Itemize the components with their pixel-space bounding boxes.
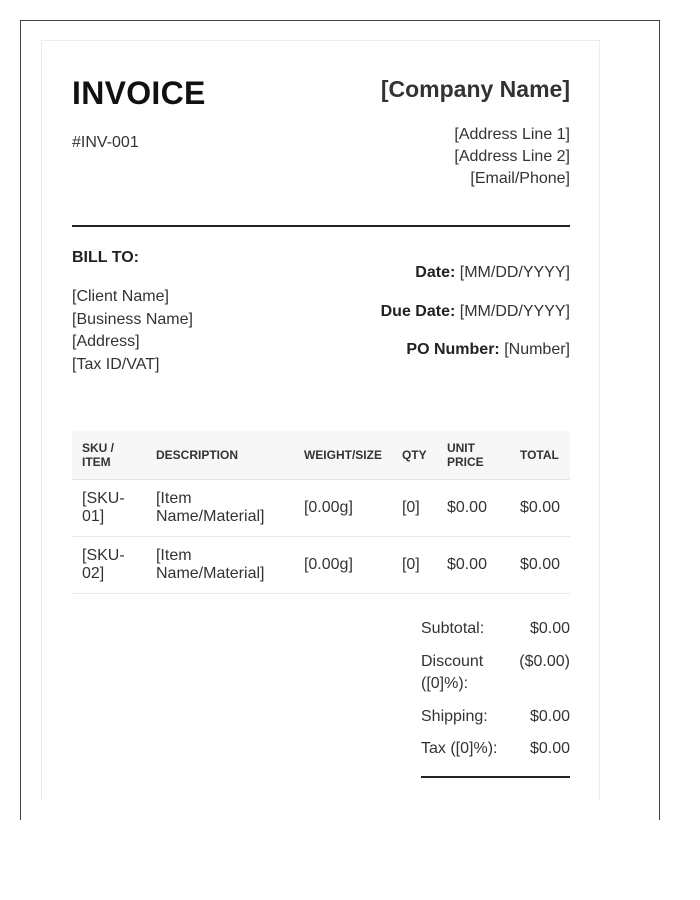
po-number-label: PO Number: bbox=[406, 341, 500, 358]
cell-weight: [0.00g] bbox=[294, 480, 392, 537]
shipping-label: Shipping: bbox=[421, 707, 488, 725]
line-items-table bbox=[72, 431, 570, 594]
cell-sku: [SKU- 02] bbox=[72, 537, 146, 594]
invoice-meta bbox=[381, 264, 570, 380]
cell-total: $0.00 bbox=[510, 537, 570, 594]
cell-description: [Item Name/Material] bbox=[146, 537, 294, 594]
invoice-sheet bbox=[41, 40, 600, 800]
po-number-row bbox=[381, 341, 570, 380]
tax-row bbox=[421, 738, 570, 761]
subtotal-value: $0.00 bbox=[529, 620, 570, 637]
date-row bbox=[381, 264, 570, 303]
shipping-row bbox=[421, 706, 570, 729]
header-sku: SKU / ITEM bbox=[72, 431, 146, 480]
due-date-row bbox=[381, 303, 570, 342]
tax-value: $0.00 bbox=[529, 740, 570, 757]
client-address: [Address] bbox=[72, 333, 140, 350]
invoice-title: INVOICE bbox=[72, 75, 206, 111]
client-name: [Client Name] bbox=[72, 288, 169, 305]
cell-sku: [SKU- 01] bbox=[72, 480, 146, 537]
cell-qty: [0] bbox=[392, 480, 437, 537]
header-unit-price: UNIT PRICE bbox=[437, 431, 510, 480]
invoice-number: #INV-001 bbox=[72, 134, 139, 151]
header-divider bbox=[72, 225, 570, 227]
table-row bbox=[72, 480, 570, 537]
shipping-value: $0.00 bbox=[529, 707, 570, 725]
po-number-value: [Number] bbox=[504, 341, 570, 358]
header-total: TOTAL bbox=[510, 431, 570, 480]
company-address bbox=[454, 124, 570, 190]
cell-description: [Item Name/Material] bbox=[146, 480, 294, 537]
company-name: [Company Name] bbox=[380, 76, 570, 102]
cell-unit-price: $0.00 bbox=[437, 537, 510, 594]
header-description: DESCRIPTION bbox=[146, 431, 294, 480]
bill-to-details bbox=[72, 286, 193, 376]
subtotal-label: Subtotal: bbox=[421, 620, 485, 637]
due-date-value: [MM/DD/YYYY] bbox=[459, 302, 570, 320]
totals-divider bbox=[421, 776, 570, 778]
address-line-2: [Address Line 2] bbox=[454, 148, 570, 165]
discount-value: ($0.00) bbox=[519, 652, 570, 670]
due-date-label: Due Date: bbox=[380, 302, 456, 320]
table-header-row bbox=[72, 431, 570, 480]
cell-qty: [0] bbox=[392, 537, 437, 594]
email-phone: [Email/Phone] bbox=[470, 170, 570, 187]
subtotal-row bbox=[421, 618, 570, 641]
bill-to-label: BILL TO: bbox=[72, 249, 139, 266]
header-qty: QTY bbox=[392, 431, 437, 480]
address-line-1: [Address Line 1] bbox=[454, 126, 570, 143]
discount-row bbox=[421, 651, 570, 696]
header-weight: WEIGHT/SIZE bbox=[294, 431, 392, 480]
cell-unit-price: $0.00 bbox=[437, 480, 510, 537]
table-row bbox=[72, 537, 570, 594]
cell-total: $0.00 bbox=[510, 480, 570, 537]
tax-label: Tax ([0]%): bbox=[421, 740, 498, 757]
discount-label: Discount ([0]%): bbox=[421, 652, 484, 692]
date-value: [MM/DD/YYYY] bbox=[459, 264, 570, 281]
business-name: [Business Name] bbox=[72, 310, 193, 328]
tax-id: [Tax ID/VAT] bbox=[72, 355, 160, 373]
date-label: Date: bbox=[415, 264, 456, 281]
totals-block bbox=[421, 618, 570, 771]
cell-weight: [0.00g] bbox=[294, 537, 392, 594]
